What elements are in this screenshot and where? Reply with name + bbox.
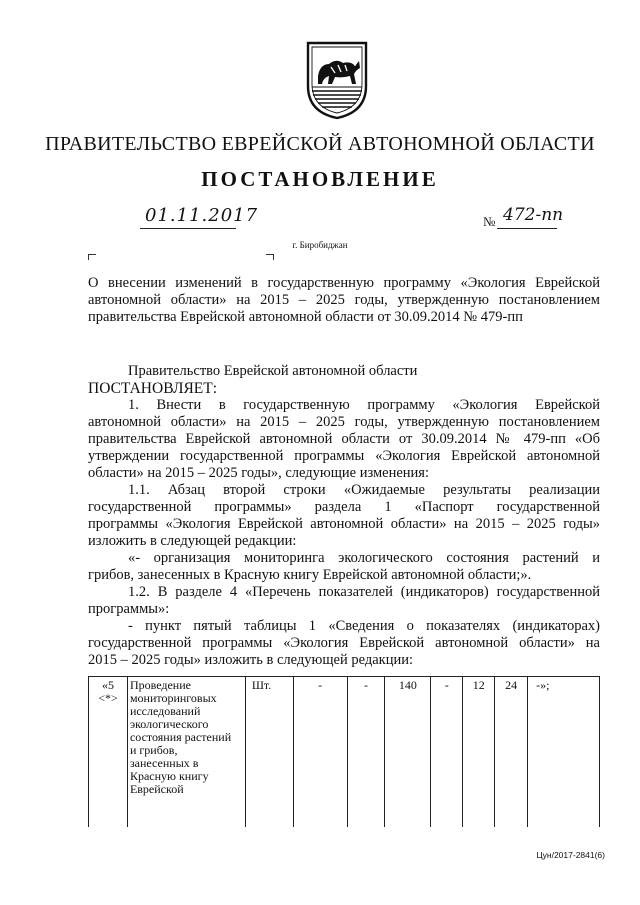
- right-corner-mark: [266, 254, 274, 260]
- item-1-1-line: изложить в следующей редакции:: [88, 533, 297, 549]
- item-1-line: утверждении государственной программы «Экология Еврейской автономной: [88, 448, 600, 464]
- number-label: №: [483, 214, 496, 229]
- authority-text: Правительство Еврейской автономной области: [128, 363, 418, 379]
- item-1-2-line: 1.2. В разделе 4 «Перечень показателей (индикаторов) государственной: [128, 584, 600, 600]
- item-1-1-line: государственной программы» раздела 1 «Паспорт государственной: [88, 499, 600, 515]
- handwritten-number: 472-пп: [503, 205, 564, 225]
- table-cell-number: «5 <*>: [89, 677, 128, 827]
- item-1-1-line: 1.1. Абзац второй строки «Ожидаемые результаты реализации: [128, 482, 600, 498]
- subject-line: автономной области» на 2015 – 2025 годы, утвержденную постановлением: [88, 292, 600, 308]
- subject-block: [88, 275, 600, 326]
- item-1-2-line: программы»:: [88, 601, 170, 617]
- table-cell-tail: -»;: [528, 677, 600, 827]
- table-cell-indicator-name: Проведение мониторинговых исследований экологического состояния растений и грибов, занесенных в Красную книгу Еврейской: [127, 677, 245, 827]
- subject-line: правительства Еврейской автономной области от 30.09.2014 № 479-пп: [88, 309, 523, 325]
- item-1-line: 1. Внести в государственную программу «Экология Еврейской: [128, 397, 600, 413]
- document-code: Цун/2017-2841(6): [536, 850, 605, 860]
- left-corner-mark: [88, 254, 96, 260]
- item-1-line: автономной области» на 2015 – 2025 годы, утвержденную постановлением: [88, 414, 600, 430]
- handwritten-date: 01.11.2017: [145, 205, 259, 226]
- sub-item-line: - пункт пятый таблицы 1 «Сведения о показателях (индикаторах): [128, 618, 600, 634]
- number-underline: [497, 228, 557, 229]
- table-cell-value: 24: [495, 677, 528, 827]
- body-block: [88, 363, 600, 669]
- sub-item-line: 2015 – 2025 годы» изложить в следующей редакции:: [88, 652, 413, 668]
- table-cell-value: 12: [463, 677, 495, 827]
- item-1-line: области» на 2015 – 2025 годы», следующие изменения:: [88, 465, 429, 481]
- coat-of-arms-icon: [305, 40, 369, 120]
- document-type: ПОСТАНОВЛЕНИЕ: [201, 167, 439, 191]
- table-cell-value: 140: [385, 677, 431, 827]
- table-cell-value: -: [347, 677, 385, 827]
- item-1-line: правительства Еврейской автономной области от 30.09.2014 № 479-пп «Об: [88, 431, 600, 447]
- table-cell-unit: Шт.: [245, 677, 293, 827]
- indicators-table: [88, 676, 600, 827]
- decree-word: ПОСТАНОВЛЯЕТ:: [88, 380, 218, 397]
- table-row: [89, 677, 600, 827]
- table-cell-value: -: [431, 677, 463, 827]
- table-cell-value: -: [293, 677, 347, 827]
- quote-line: «- организация мониторинга экологического состояния растений и: [128, 550, 600, 566]
- item-1-1-line: программы «Экология Еврейской автономной области» на 2015 – 2025 годы»: [88, 516, 600, 532]
- subject-line: О внесении изменений в государственную программу «Экология Еврейской: [88, 275, 600, 291]
- government-title: ПРАВИТЕЛЬСТВО ЕВРЕЙСКОЙ АВТОНОМНОЙ ОБЛАСТИ: [45, 133, 595, 155]
- quote-line: грибов, занесенных в Красную книгу Еврейской автономной области;».: [88, 567, 532, 583]
- sub-item-line: государственной программы «Экология Еврейской автономной области» на: [88, 635, 600, 651]
- date-underline: [140, 228, 236, 229]
- city-name: г. Биробиджан: [292, 240, 348, 250]
